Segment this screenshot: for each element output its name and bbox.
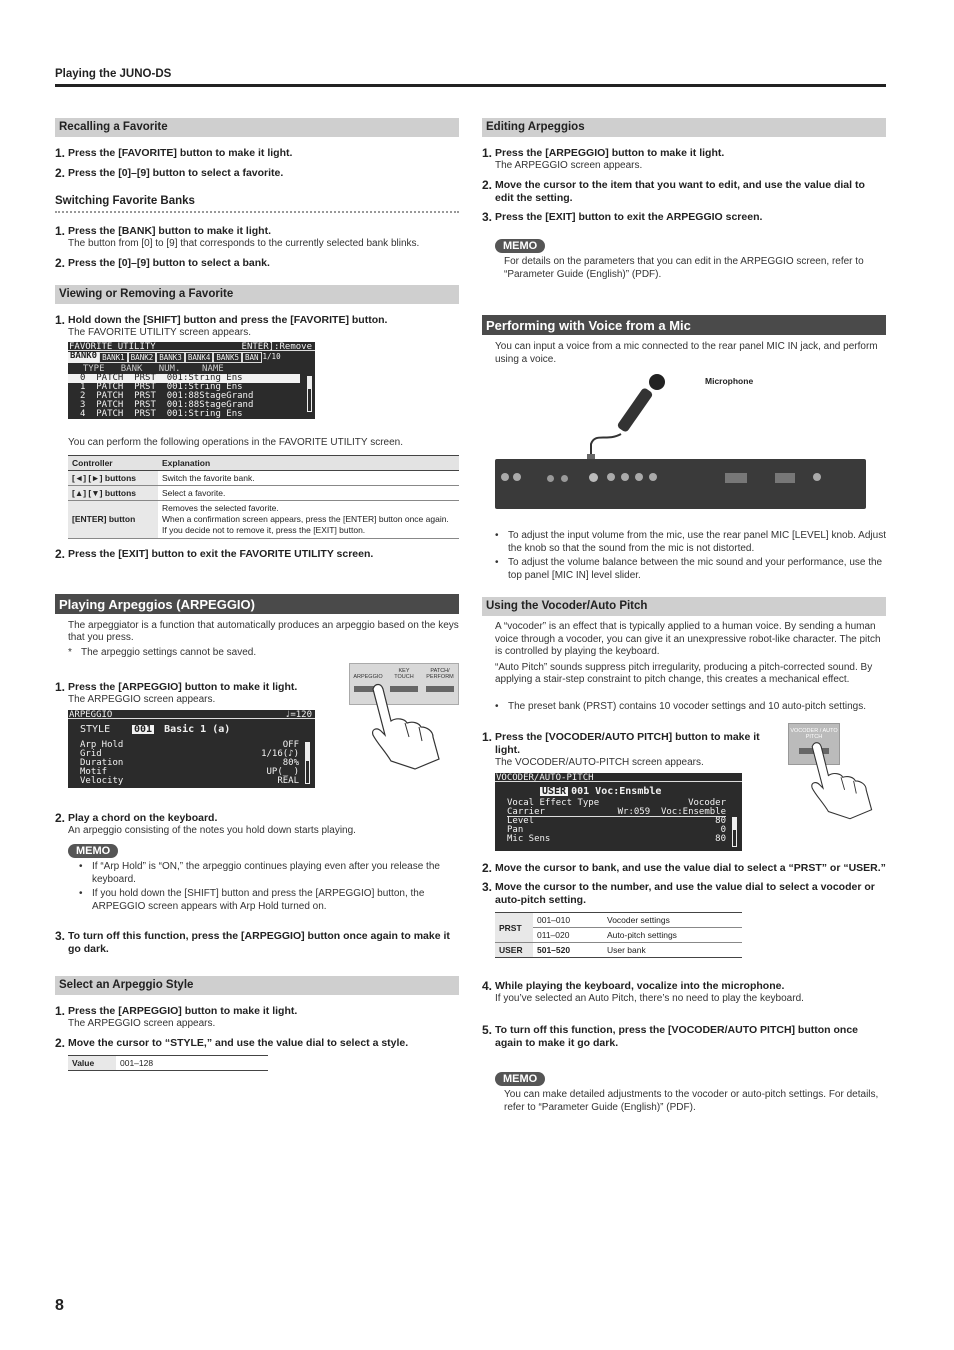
recall-step-1: 1. Press the [FAVORITE] button to make it light. — [55, 146, 293, 160]
table-head-explanation: Explanation — [158, 455, 459, 470]
heading-mic: Performing with Voice from a Mic — [482, 315, 886, 335]
pointing-hand-icon — [796, 737, 886, 823]
vocoder-memo-text: You can make detailed adjustments to the vocoder or auto-pitch settings. For details, refer to “Parameter Guide (English)” (PDF). — [504, 1089, 879, 1113]
voc-bank: USER — [542, 785, 567, 797]
vocoder-bullet: • The preset bank (PRST) contains 10 vocoder settings and 10 auto-pitch settings. — [495, 700, 866, 712]
fav-tab-bank2: BANK2 — [128, 352, 157, 363]
heading-vocoder: Using the Vocoder/Auto Pitch — [482, 597, 886, 616]
view-step-2: 2. Press the [EXIT] button to exit the FAVORITE UTILITY screen. — [55, 546, 374, 561]
arp-step-1-sub: The ARPEGGIO screen appears. — [68, 694, 216, 705]
arpeggio-intro: The arpeggiator is a function that automatically produces an arpeggio based on the keys that you press. — [68, 619, 459, 643]
memo-badge: MEMO — [68, 844, 118, 858]
running-head: Playing the JUNO-DS — [55, 68, 172, 80]
voc-param-row: Mic Sens 80 — [507, 834, 726, 844]
memo-badge: MEMO — [495, 1072, 545, 1086]
header-rule — [55, 84, 886, 87]
heading-arpeggio: Playing Arpeggios (ARPEGGIO) — [55, 594, 459, 614]
fav-tab-bank4: BANK4 — [185, 352, 214, 363]
arp-step-2: 2. Play a chord on the keyboard. — [55, 811, 218, 825]
panel-label-patch-perform: PATCH/ PERFORM — [426, 668, 454, 680]
arp-screen-title: ARPEGGIO — [69, 710, 113, 720]
mic-bullet: • To adjust the input volume from the mic, use the rear panel MIC [LEVEL] knob. Adjust the knob so that the sound from the mic is not distorted. — [495, 530, 886, 554]
fav-bank-tabs — [68, 352, 315, 363]
arp-param-row: Duration 80% — [80, 758, 299, 768]
arp-param-row: Velocity REAL — [80, 776, 299, 786]
vocoder-screen — [495, 773, 742, 851]
table-row: 011–020 Auto-pitch settings — [495, 928, 742, 943]
arp-style-num: 001 — [134, 723, 153, 735]
fav-tab-bank5: BANK5 — [213, 352, 242, 363]
fav-tab-page: 1/10 — [262, 352, 281, 361]
mic-bullet: • To adjust the volume balance between the mic sound and your performance, use the top panel [MIC IN] level slider. — [495, 557, 883, 581]
edit-step-1: 1. Press the [ARPEGGIO] button to make it light. — [482, 146, 725, 160]
arp-screen-tempo: ♩=120 — [284, 710, 312, 720]
switch-step-1: 1. Press the [BANK] button to make it light. — [55, 224, 272, 238]
arp-step-3: 3. To turn off this function, press the [ARPEGGIO] button once again to make it go dark. — [55, 929, 450, 955]
fav-screen-row: 0 PATCH PRST 001:String Ens — [68, 374, 300, 383]
fav-screen-row: 2 PATCH PRST 001:88StageGrand — [80, 391, 254, 401]
fav-tab-bank1: BANK1 — [99, 352, 128, 363]
view-after-text: You can perform the following operations in the FAVORITE UTILITY screen. — [68, 437, 403, 448]
microphone-icon — [577, 372, 697, 472]
arp-param-row: Motif UP(_ ) — [80, 767, 299, 777]
voc-param-row: Level 80 — [507, 816, 726, 826]
fav-screen-row: 1 PATCH PRST 001:String Ens — [80, 382, 243, 392]
panel-label-key-touch: KEY TOUCH — [394, 668, 414, 680]
right-column — [482, 118, 886, 1114]
table-row: Value 001–128 — [68, 1056, 268, 1071]
recall-step-2: 2. Press the [0]–[9] button to select a favorite. — [55, 166, 284, 180]
voc-num-name: 001 Voc:Ensmble — [571, 785, 662, 797]
view-step-1-sub: The FAVORITE UTILITY screen appears. — [68, 327, 252, 338]
edit-memo-text: For details on the parameters that you can edit in the ARPEGGIO screen, refer to “Parameter Guide (English)” (PDF). — [504, 256, 864, 280]
arp-style-name: Basic 1 (a) — [164, 723, 231, 735]
pointing-hand-icon — [355, 681, 455, 771]
style-step-1: 1. Press the [ARPEGGIO] button to make it light. — [55, 1004, 298, 1018]
arp-param-row: Grid 1/16(♪) — [80, 749, 299, 759]
panel-label-vocoder: VOCODER / AUTO PITCH — [790, 728, 838, 740]
style-step-1-sub: The ARPEGGIO screen appears. — [68, 1018, 216, 1029]
rear-panel-icon — [495, 459, 866, 509]
arpeggio-screen — [68, 710, 315, 788]
arp-style-label: STYLE — [80, 723, 111, 735]
fav-tab-bank6: BAN — [242, 352, 262, 363]
table-row: PRST 001–010 Vocoder settings — [495, 913, 742, 928]
voc-step-2: 2. Move the cursor to bank, and use the value dial to select a “PRST” or “USER.” — [482, 861, 886, 875]
table-row: [ENTER] button Removes the selected favorite. When a confirmation screen appears, press the [ENTER] button once again. If you decide not to remove it, press the [EXIT] button. — [68, 500, 459, 538]
memo-item: • If you hold down the [SHIFT] button and press the [ARPEGGIO] button, the ARPEGGIO screen appears with Arp Hold turned on. — [79, 888, 425, 912]
left-column — [55, 118, 459, 1071]
fav-tab-bank3: BANK3 — [156, 352, 185, 363]
mic-connection-illustration — [482, 372, 886, 522]
favorite-operations-table — [68, 455, 459, 539]
fav-screen-row: 3 PATCH PRST 001:88StageGrand — [80, 400, 254, 410]
table-row: [▲] [▼] buttons Select a favorite. — [68, 485, 459, 500]
memo-item: • If “Arp Hold” is “ON,” the arpeggio continues playing even after you release the keyboard. — [79, 861, 440, 885]
voc-param-row: Vocal Effect Type Vocoder — [507, 798, 726, 808]
heading-switching: Switching Favorite Banks — [55, 195, 459, 213]
voc-step-3: 3. Move the cursor to the number, and use the value dial to select a vocoder or auto-pitch setting. — [482, 880, 875, 906]
voc-scrollbar — [732, 817, 737, 847]
edit-step-1-sub: The ARPEGGIO screen appears. — [495, 160, 643, 171]
style-value-table — [68, 1055, 268, 1071]
view-step-1: 1. Hold down the [SHIFT] button and press the [FAVORITE] button. — [55, 313, 388, 327]
voc-step-4-sub: If you’ve selected an Auto Pitch, there’s no need to play the keyboard. — [495, 993, 804, 1004]
edit-step-2: 2. Move the cursor to the item that you want to edit, and use the value dial to edit the setting. — [482, 178, 865, 204]
fav-screen-header: TYPE BANK NUM. NAME — [72, 364, 224, 374]
microphone-label: Microphone — [705, 376, 754, 386]
heading-select-style: Select an Arpeggio Style — [55, 976, 459, 995]
edit-step-3: 3. Press the [EXIT] button to exit the ARPEGGIO screen. — [482, 210, 763, 224]
arp-scrollbar — [305, 742, 310, 784]
voc-step-4: 4. While playing the keyboard, vocalize into the microphone. — [482, 979, 785, 993]
switch-step-2: 2. Press the [0]–[9] button to select a bank. — [55, 256, 270, 270]
fav-screen-row: 4 PATCH PRST 001:String Ens — [80, 409, 243, 419]
vocoder-para-1: A “vocoder” is an effect that is typically applied to a human voice. By sending a human voice through a vocoder, you can give it an unexpressive robot-like character. The pitch is controlled by playing the keyboard. — [495, 621, 881, 657]
fav-scrollbar — [307, 376, 312, 412]
arp-step-2-sub: An arpeggio consisting of the notes you hold down starts playing. — [68, 825, 356, 836]
favorite-utility-screen — [68, 342, 315, 419]
table-row: USER 501–520 User bank — [495, 943, 742, 958]
arpeggio-note: * The arpeggio settings cannot be saved. — [68, 646, 257, 658]
voc-param-row: Pan 0 — [507, 825, 726, 835]
voc-param-row: Carrier Wr:059 Voc:Ensemble — [507, 807, 726, 817]
fav-screen-title: FAVORITE UTILITY — [69, 342, 156, 352]
heading-viewing: Viewing or Removing a Favorite — [55, 285, 459, 304]
arp-step-1: 1. Press the [ARPEGGIO] button to make it light. — [55, 680, 298, 694]
memo-badge: MEMO — [495, 239, 545, 253]
style-step-2: 2. Move the cursor to “STYLE,” and use the value dial to select a style. — [55, 1036, 409, 1050]
heading-recalling: Recalling a Favorite — [55, 118, 459, 137]
voc-step-1-sub: The VOCODER/AUTO-PITCH screen appears. — [495, 757, 704, 768]
panel-label-arpeggio: ARPEGGIO — [353, 674, 383, 680]
vocoder-para-2: “Auto Pitch” sounds suppress pitch irregularity, producing a pitch-corrected sound. By applying a stair-step constraint to pitch change, this creates a mechanical effect. — [495, 661, 873, 685]
fav-tab-bank0: BANK0 — [70, 351, 98, 361]
page-number: 8 — [55, 1297, 64, 1314]
switch-step-1-sub: The button from [0] to [9] that corresponds to the currently selected bank blinks. — [68, 238, 420, 249]
heading-editing: Editing Arpeggios — [482, 118, 886, 137]
voc-step-5: 5. To turn off this function, press the [VOCODER/AUTO PITCH] button once again to make it go dark. — [482, 1023, 859, 1049]
table-row: [◄] [►] buttons Switch the favorite bank. — [68, 470, 459, 485]
table-head-controller: Controller — [68, 455, 158, 470]
arp-param-row: Arp Hold OFF — [80, 740, 299, 750]
vocoder-bank-table — [495, 912, 742, 958]
fav-screen-hint: ENTER]:Remove — [241, 342, 312, 352]
voc-screen-title: VOCODER/AUTO-PITCH — [495, 773, 742, 782]
mic-intro: You can input a voice from a mic connected to the rear panel MIC IN jack, and perform using a voice. — [495, 341, 878, 365]
voc-step-1: 1. Press the [VOCODER/AUTO PITCH] button to make it light. — [482, 730, 760, 756]
